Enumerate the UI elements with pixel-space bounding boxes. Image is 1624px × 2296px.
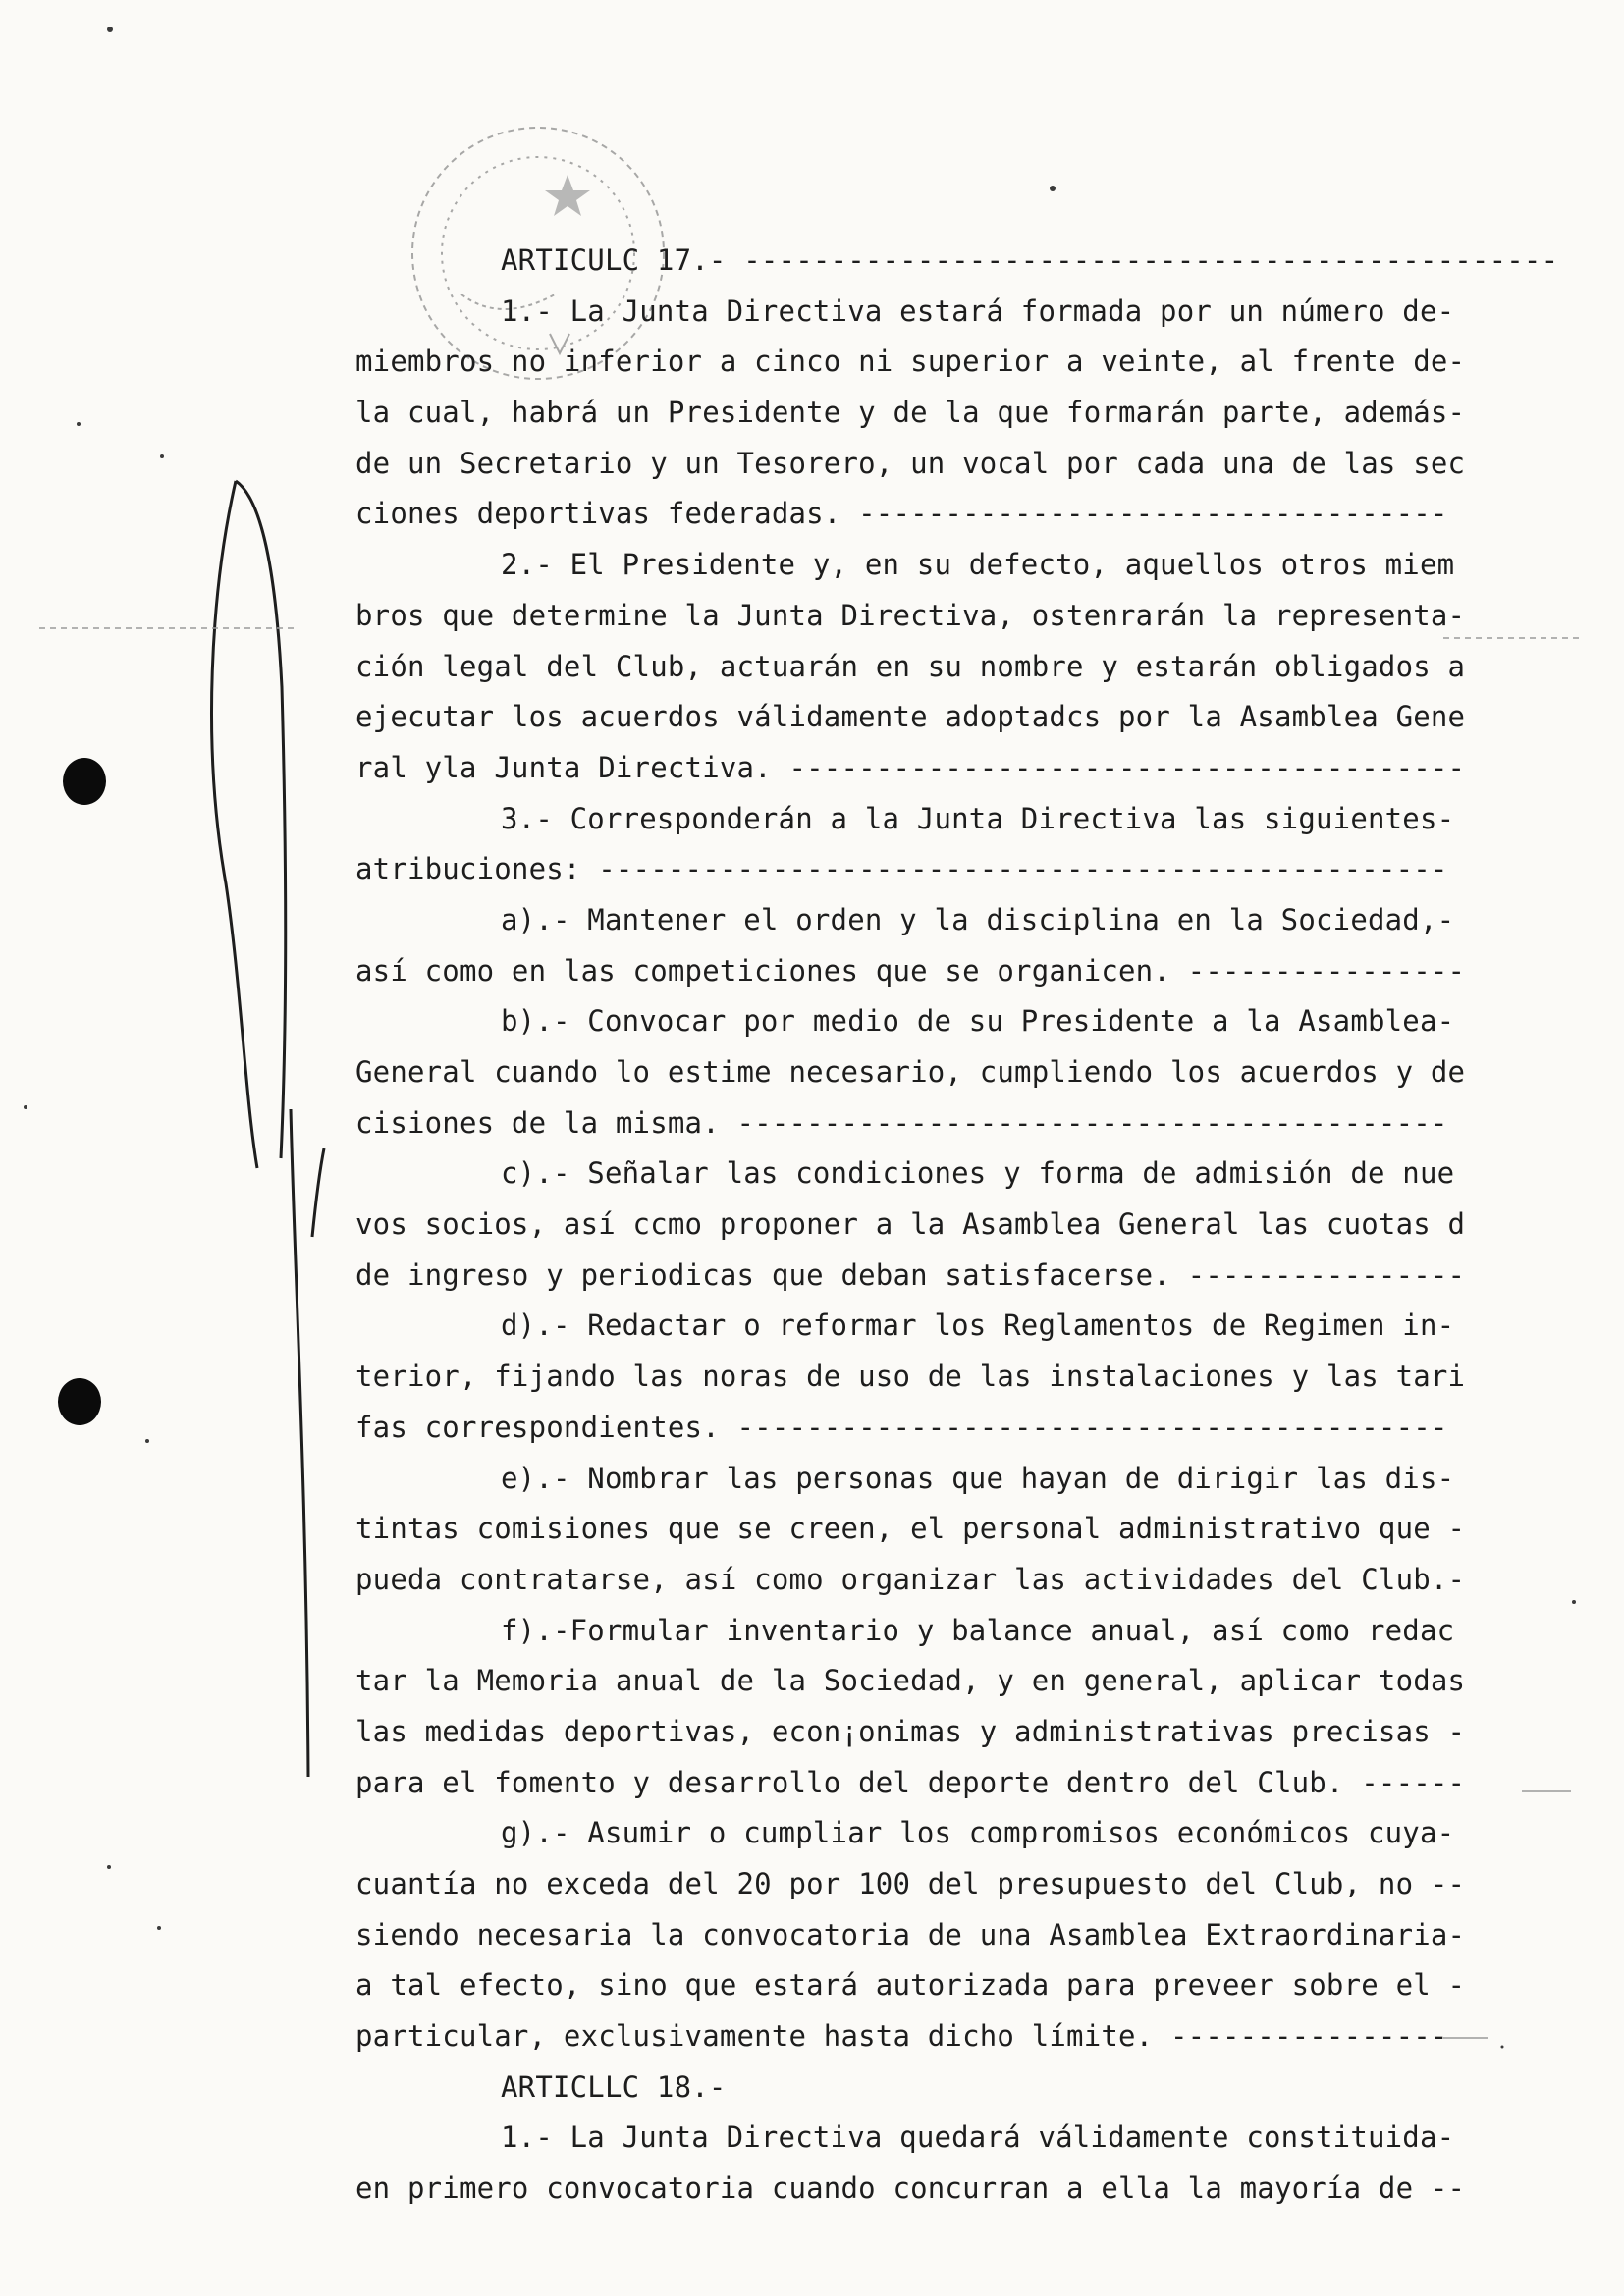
text-line: pueda contratarse, así como organizar las actividades del Club.- <box>355 1562 1466 1596</box>
text-line: g).- Asumir o cumpliar los compromisos económicos cuya- <box>501 1816 1455 1850</box>
text-line: d).- Redactar o reformar los Reglamentos de Regimen in- <box>501 1308 1455 1343</box>
document-body <box>355 236 1559 2215</box>
text-line: particular, exclusivamente hasta dicho límite. ---------------- <box>355 2019 1448 2054</box>
text-line: c).- Señalar las condiciones y forma de admisión de nue <box>501 1156 1455 1191</box>
text-line: cuantía no exceda del 20 por 100 del presupuesto del Club, no -- <box>355 1867 1466 1900</box>
text-line: a tal efecto, sino que estará autorizada para preveer sobre el - <box>355 1968 1466 2002</box>
text-line: bros que determine la Junta Directiva, ostenrarán la representa- <box>355 598 1466 632</box>
article-heading: ARTICULC 17.- ----------------------------------------------- <box>501 243 1559 277</box>
text-line: atribuciones: ------------------------------------------------- <box>355 852 1448 886</box>
text-line: ral yla Junta Directiva. --------------------------------------- <box>355 750 1466 784</box>
text-line: cisiones de la misma. ----------------------------------------- <box>355 1105 1448 1140</box>
text-line: así como en las competiciones que se organicen. ---------------- <box>355 953 1466 988</box>
text-line: b).- Convocar por medio de su Presidente a la Asamblea- <box>501 1004 1455 1039</box>
text-line: ciones deportivas federadas. ---------------------------------- <box>355 497 1448 531</box>
text-line: la cual, habrá un Presidente y de la que formarán parte, además- <box>355 396 1466 430</box>
text-line: vos socios, así ccmo proponer a la Asamblea General las cuotas d <box>355 1207 1466 1242</box>
article-heading: ARTICLLC 18.- <box>501 2069 727 2104</box>
text-line: f).-Formular inventario y balance anual, así como redac <box>501 1613 1455 1647</box>
text-line: 2.- El Presidente y, en su defecto, aquellos otros miem <box>501 548 1455 582</box>
text-line: 3.- Corresponderán a la Junta Directiva las siguientes- <box>501 801 1455 835</box>
text-line: ción legal del Club, actuarán en su nombre y estarán obligados a <box>355 649 1466 683</box>
text-line: General cuando lo estime necesario, cumpliendo los acuerdos y de <box>355 1055 1466 1089</box>
text-line: tintas comisiones que se creen, el personal administrativo que - <box>355 1512 1466 1546</box>
text-line: fas correspondientes. ----------------------------------------- <box>355 1410 1448 1444</box>
text-line: terior, fijando las noras de uso de las instalaciones y las tari <box>355 1360 1466 1394</box>
text-line: en primero convocatoria cuando concurran a ella la mayoría de -- <box>355 2171 1466 2206</box>
text-line: a).- Mantener el orden y la disciplina en la Sociedad,- <box>501 902 1455 936</box>
text-line: de ingreso y periodicas que deban satisfacerse. ---------------- <box>355 1257 1466 1292</box>
text-line: e).- Nombrar las personas que hayan de dirigir las dis- <box>501 1461 1455 1495</box>
text-line: siendo necesaria la convocatoria de una Asamblea Extraordinaria- <box>355 1917 1466 1951</box>
text-line: las medidas deportivas, econ¡onimas y administrativas precisas - <box>355 1714 1466 1748</box>
text-line: 1.- La Junta Directiva estará formada por un número de- <box>501 294 1455 328</box>
text-line: 1.- La Junta Directiva quedará válidamente constituida- <box>501 2120 1455 2155</box>
margin-signature-line <box>212 481 324 1777</box>
text-line: para el fomento y desarrollo del deporte dentro del Club. ------ <box>355 1765 1466 1799</box>
text-line: ejecutar los acuerdos válidamente adoptadcs por la Asamblea Gene <box>355 700 1466 734</box>
text-line: tar la Memoria anual de la Sociedad, y en general, aplicar todas <box>355 1664 1466 1698</box>
text-line: de un Secretario y un Tesorero, un vocal por cada una de las sec <box>355 446 1466 480</box>
text-line: miembros no inferior a cinco ni superior a veinte, al frente de- <box>355 345 1466 379</box>
